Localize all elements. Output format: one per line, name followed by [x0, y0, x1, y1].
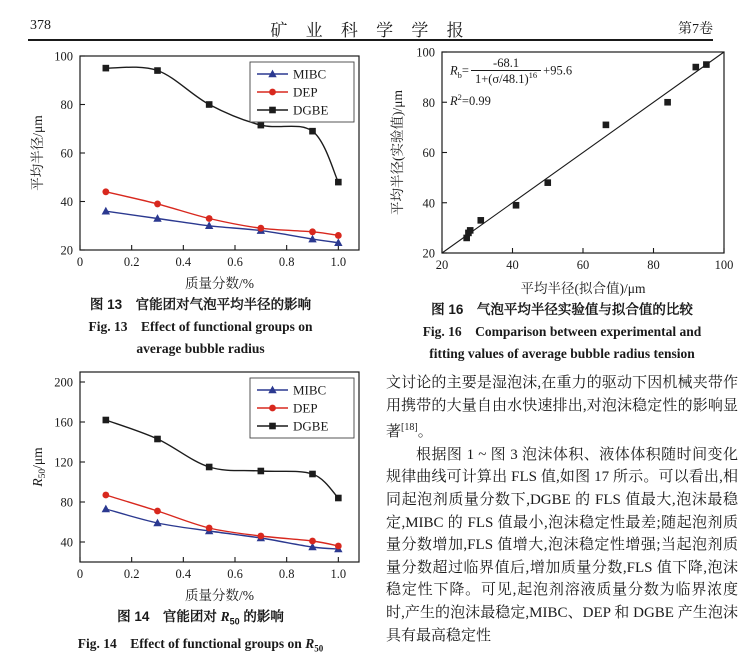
svg-text:0.2: 0.2 — [123, 255, 140, 269]
svg-text:40: 40 — [60, 535, 73, 550]
svg-text:质量分数/%: 质量分数/% — [185, 588, 254, 603]
equation-denominator: $1+(\sigma/48.1)^{16}$ — [474, 70, 538, 87]
svg-text:1.0: 1.0 — [330, 255, 347, 269]
fig13-line-chart — [28, 46, 373, 294]
svg-text:160: 160 — [54, 415, 73, 430]
journal-title: 矿 业 科 学 学 报 — [270, 21, 471, 40]
svg-text:20: 20 — [422, 246, 435, 261]
svg-text:0.2: 0.2 — [123, 567, 140, 581]
svg-text:20: 20 — [435, 258, 449, 272]
svg-text:DEP: DEP — [293, 84, 318, 100]
equation-equals: = — [461, 63, 469, 78]
svg-text:60: 60 — [576, 258, 590, 272]
equation-tail: +95.6 — [543, 63, 573, 78]
svg-text:80: 80 — [647, 258, 660, 272]
fig14-line-chart — [28, 364, 373, 606]
svg-text:DEP: DEP — [293, 400, 318, 416]
svg-text:80: 80 — [60, 98, 73, 112]
svg-text:60: 60 — [60, 146, 73, 161]
svg-text:0.8: 0.8 — [278, 567, 295, 581]
fig16-caption-en-1: Fig. 16 Comparison between experimental and — [422, 324, 702, 339]
svg-text:0: 0 — [76, 255, 84, 269]
fig16-caption-en-2: fitting values of average bubble radius tension — [429, 346, 695, 361]
svg-text:0.4: 0.4 — [175, 255, 192, 269]
fig16-caption-zh: 图 16 气泡平均半径实验值与拟合值的比较 — [431, 302, 693, 317]
figure-13 — [28, 46, 373, 360]
paragraph-2: 根据图 1 ~ 图 3 泡沫体积、液体体积随时间变化规律曲线可计算出 FLS 值,如图 17 所示。可以看出,相同起泡剂质量分数下,DGBE 的 FLS 值最大,泡沫最稳定,MIBC 的 FLS 值最小,泡沫稳定性最差;随起泡剂质量分数增加,FLS 值增大,泡沫稳定性增强;当起泡剂质量分数超过临界值后,增加质量分数,FLS 值下降,泡沫稳定性下降。可见,起泡剂溶液质量分数为临界浓度时,产生的泡沫最稳定,MIBC、DEP 和 DGBE 产生泡沫具有最高稳定性 — [386, 446, 738, 644]
fig14-caption-zh: 图 14 官能团对 $R_{50}$ 的影响 — [117, 609, 284, 627]
reference-18: [18] — [401, 422, 418, 434]
svg-text:100: 100 — [54, 49, 73, 64]
svg-text:40: 40 — [60, 195, 73, 209]
fig14-caption-en: Fig. 14 Effect of functional groups on $R_{50}$ — [77, 635, 324, 654]
svg-text:0: 0 — [76, 567, 84, 581]
svg-text:平均半径/μm: 平均半径/μm — [30, 115, 45, 191]
svg-text:0.8: 0.8 — [278, 255, 295, 269]
svg-text:0.6: 0.6 — [227, 567, 243, 581]
svg-text:0.6: 0.6 — [227, 255, 243, 269]
page-number: 378 — [30, 18, 51, 33]
svg-text:200: 200 — [54, 375, 73, 390]
svg-text:DGBE: DGBE — [293, 418, 329, 434]
fig16-r-squared: $R^2=0.99$ — [450, 91, 491, 109]
figure-16 — [388, 44, 736, 365]
equation-fraction — [471, 56, 541, 87]
fig13-caption-en-1: Fig. 13 Effect of functional groups on — [88, 319, 313, 334]
svg-text:20: 20 — [60, 243, 73, 258]
svg-text:平均半径(实验值)/μm: 平均半径(实验值)/μm — [390, 90, 405, 215]
svg-text:80: 80 — [422, 95, 435, 110]
svg-text:100: 100 — [416, 45, 435, 60]
svg-text:MIBC: MIBC — [293, 66, 327, 82]
svg-text:100: 100 — [714, 258, 734, 272]
svg-text:MIBC: MIBC — [293, 382, 327, 398]
volume-label: 第7卷 — [678, 22, 713, 37]
svg-text:40: 40 — [422, 196, 435, 211]
svg-text:40: 40 — [506, 258, 519, 272]
svg-text:平均半径(拟合值)/μm: 平均半径(拟合值)/μm — [520, 281, 646, 296]
equation-numerator: -68.1 — [471, 56, 541, 71]
svg-text:质量分数/%: 质量分数/% — [185, 276, 254, 291]
page-header — [28, 14, 713, 38]
svg-text:1.0: 1.0 — [330, 567, 347, 581]
paragraph-1: 文讨论的主要是湿泡沫,在重力的驱动下因机械夹带作用携带的大量自由水快速排出,对泡沫稳定性的影响显著[18]。 — [386, 375, 738, 441]
body-text-column — [386, 372, 738, 662]
header-rule — [28, 39, 713, 41]
svg-text:60: 60 — [422, 146, 435, 160]
fig13-caption-zh: 图 13 官能团对气泡平均半径的影响 — [89, 297, 312, 312]
equation-variable-sub: b — [457, 69, 462, 80]
fig13-caption-en-2: average bubble radius — [136, 341, 265, 356]
svg-text:80: 80 — [60, 495, 73, 510]
svg-text:0.4: 0.4 — [175, 567, 192, 581]
figure-14 — [28, 364, 373, 659]
fig16-fit-equation — [450, 56, 572, 109]
svg-text:120: 120 — [54, 455, 73, 470]
svg-text:R50/μm: $R_{50}/\mu m$ — [30, 447, 48, 487]
svg-text:DGBE: DGBE — [293, 102, 329, 118]
equation-variable: R — [450, 63, 458, 78]
